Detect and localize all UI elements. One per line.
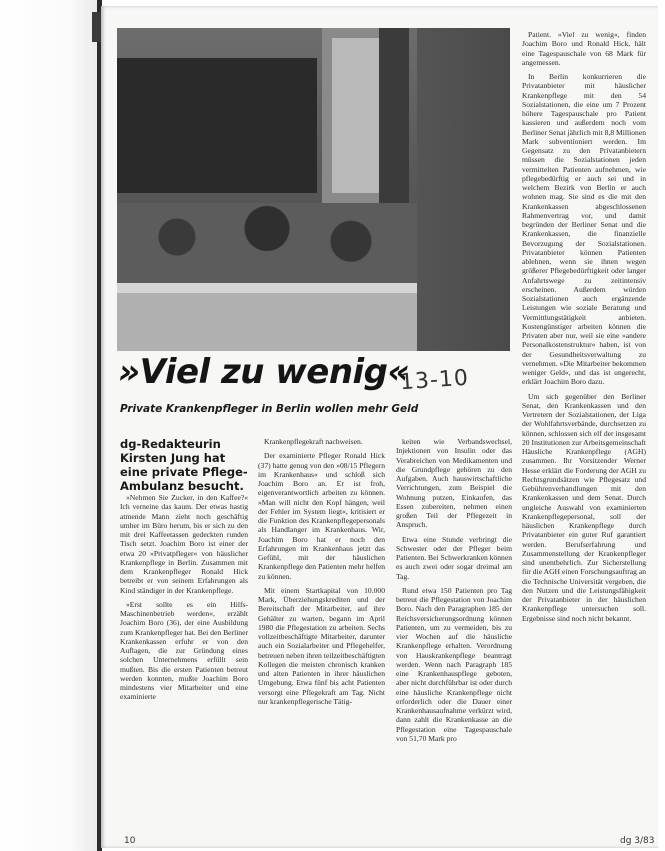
article-photo: [117, 28, 510, 351]
photo-door: [417, 28, 510, 351]
scan-margin: [0, 0, 100, 851]
text-column-1: [120, 493, 248, 707]
photo-lower-wall: [117, 293, 417, 351]
page-number: 10: [124, 836, 136, 846]
paragraph: keiten wie Verbandswechsel, Injektionen von Insulin oder das Verabreichen von Medikamenten und die Grundpflege gehören zu den Aufgaben. Auch hauswirtschaftliche Verrichtungen, zum Beispiel die Wohnung putzen, Einkaufen, das Essen zubereiten, nehmen einen großen Teil der Pflegezeit in Anspruch.: [396, 437, 512, 530]
article-headline: »Viel zu wenig«: [118, 352, 410, 392]
paragraph: »Erst sollte es ein Hilfs-Maschinenbetrieb werden«, erzählt Joachim Boro (36), der eine Ausbildung zum Krankenpfleger hat. Bei den Berliner Krankenkassen erfuhr er von den Auflagen, die zur Gründung eines solchen Unternehmens erfüllt sein mußten. Bis die ersten Patienten betreut werden konnten, mußte Joachim Boro mindestens vier Mitarbeiter und eine examinierte: [120, 599, 248, 702]
paragraph: Der examinierte Pfleger Ronald Hick (37) hatte genug von den »08/15 Pflegern im Krankenhaus« und schloß sich Joachim Boro an. Er ist froh, eigenverantwortlich arbeiten zu können. »Man will nicht den Kopf hängen, weil der Fehler im System liegt«, kritisiert er die Funktion des Krankenpflegepersonals als Handlanger im Krankenhaus. Wir, Joachim Boro hat er noch den Erfahrungen im Krankenhaus jetzt das Gefühl, mit der häuslichen Krankenpflege den Patienten mehr helfen zu können.: [258, 451, 385, 581]
paragraph: »Nehmen Sie Zucker, in den Kaffee?« Ich verneine das kaum. Der etwas hastig atmende Mann zieht noch geschäftig umher im Büro herum, bis er sich zu den mit drei Kaffeetassen gedeckten runden Tisch setzt. Joachim Boro ist einer der etwa 20 »Privatpfleger« von häuslicher Krankenpflege in Berlin. Zusammen mit dem Krankenpfleger Ronald Hick betreibt er von seinem Erfahrungen als Kind ständiger in der Krankenpflege.: [120, 493, 248, 595]
article-subheadline: Private Krankenpfleger in Berlin wollen mehr Geld: [120, 403, 419, 415]
handwritten-note: 13-10: [399, 365, 470, 396]
paragraph: Rund etwa 150 Patienten pro Tag betreut die Pflegestation von Joachim Boro. Nach den Paragraphen 185 der Reichsversicherungsordnung können Patienten, um zu vermeiden, bis zu vier Wochen auf die häusliche Krankenpflege erhalten. Verordnung von Hauskrankenpflege beantragt werden. Wenn nach Paragraph 185 eine Krankenhauspflege geboten, aber nicht durchführbar ist oder durch eine häusliche Krankenpflege nicht erforderlich oder die Dauer einer Krankenhausaufnahme verkürzt wird, dann zahlt die Krankenkasse an die Pflegestation eine Tagespauschale von 51,70 Mark pro: [396, 585, 512, 743]
paragraph: Patient. »Viel zu wenig«, finden Joachim Boro und Ronald Hick, hält eine Tagespauschale von 68 Mark für angemessen.: [522, 30, 646, 67]
text-column-3: [396, 437, 512, 748]
issue-reference: dg 3/83: [620, 836, 655, 846]
text-column-4: [522, 30, 646, 628]
photo-window: [117, 58, 317, 193]
paragraph: Etwa eine Stunde verbringt die Schwester oder der Pfleger beim Patienten. Bei Schwerkranken können es auch zwei oder sogar dreimal am Tag.: [396, 534, 512, 581]
text-column-2: [258, 437, 385, 711]
paragraph: Krankenpflegekraft nachweisen.: [264, 437, 363, 446]
paragraph: In Berlin konkurrieren die Privatanbieter mit häuslicher Krankenpflege mit den 54 Sozialstationen, die eine um 7 Prozent höhere Tagespauschale pro Patient kassieren und außerdem noch vom Berliner Senat jährlich mit 8,8 Millionen Mark subventioniert werden. Im Gegensatz zu den Privatanbietern müssen die Sozialstationen jeden vermittelten Patienten aufnehmen, wie pflegebedürftig er auch sei und in welchem Bezirk von Berlin er auch wohnen mag. Sie sind es die mit den Krankenkassen abgeschlossenen Rahmenvertrag vor, und damit begründen der Berliner Senat und die Krankenkassen, die finanzielle Bevorzugung der Sozialstationen. Privatanbieter können Patienten ablehnen, wenn sie ihnen wegen größerer Pflegebedürftigkeit oder langer Anfahrtswege zu zeitintensiv erscheinen. Außerdem würden Sozialstationen auch ergänzende Leistungen wie soziale Beratung und Vermittlungstätigkeit anbieten. Kostengünstiger arbeiten können die Privaten aber nur, weil sie eine »andere Personalkostenstruktur« haben, ist von der Gesundheitsverwaltung zu vernehmen. »Die Mitarbeiter bekommen weniger Geld«, und das ist ungerecht, erklärt Joachim Boro dazu.: [522, 72, 647, 387]
photo-window-sill: [117, 283, 417, 293]
author-intro: dg-Redakteurin Kirsten Jung hat eine private Pflege-Ambulanz besucht.: [120, 437, 248, 493]
paragraph: Um sich gegenüber den Berliner Senat, den Krankenkassen und den Vertretern der Sozialstationen, der Liga der Wohlfahrtsverbände, durchsetzen zu können, schlossen sich elf der insgesamt 20 Institutionen zur Arbeitsgemeinschaft Häusliche Krankenpflege (AGH) zusammen. Ihr Vorsitzender Werner Hesse erklärt die Forderung der AGH zu Rechtsgrundsätzen wie Pflegesatz und Gebührenverhandlungen mit den Krankenkassen und dem Senat. Durch ungleiche Auswahl von examinierten Krankenpflegepersonal, soll der häuslichen Krankenpflege durch Privatanbieter ein guter Ruf garantiert werden. Berufserfahrung und Zusammenstellung der Krankenpfleger sind unentbehrlich. Zur Sicherstellung für die AGH einen Forschungsauftrag an die Technische Universität vergeben, die den Nutzen und die Leistungsfähigkeit der Privatanbieter in der häuslichen Krankenpflege untersuchen soll. Ergebnisse sind noch nicht bekannt.: [522, 391, 646, 623]
photo-plants: [117, 203, 417, 288]
paragraph: Mit einem Startkapital von 10.000 Mark, Überziehungskrediten und der Bereitschaft der Mitarbeiter, auf ihre Gehälter zu warten, begann im April 1980 die Pflegestation zu arbeiten. Sechs vollzeitbeschäftigte Mitarbeiter, darunter auch ein Sozialarbeiter und Pflegehelfer, betreuen neben ihren teilzeitbeschäftigten Kollegen die meisten chronisch kranken und alten Patienten in ihrer häuslichen Umgebung. Etwa fünf bis acht Patienten versorgt eine Pflegekraft am Tag. Nicht nur krankenpflegerische Tätig-: [258, 585, 385, 706]
